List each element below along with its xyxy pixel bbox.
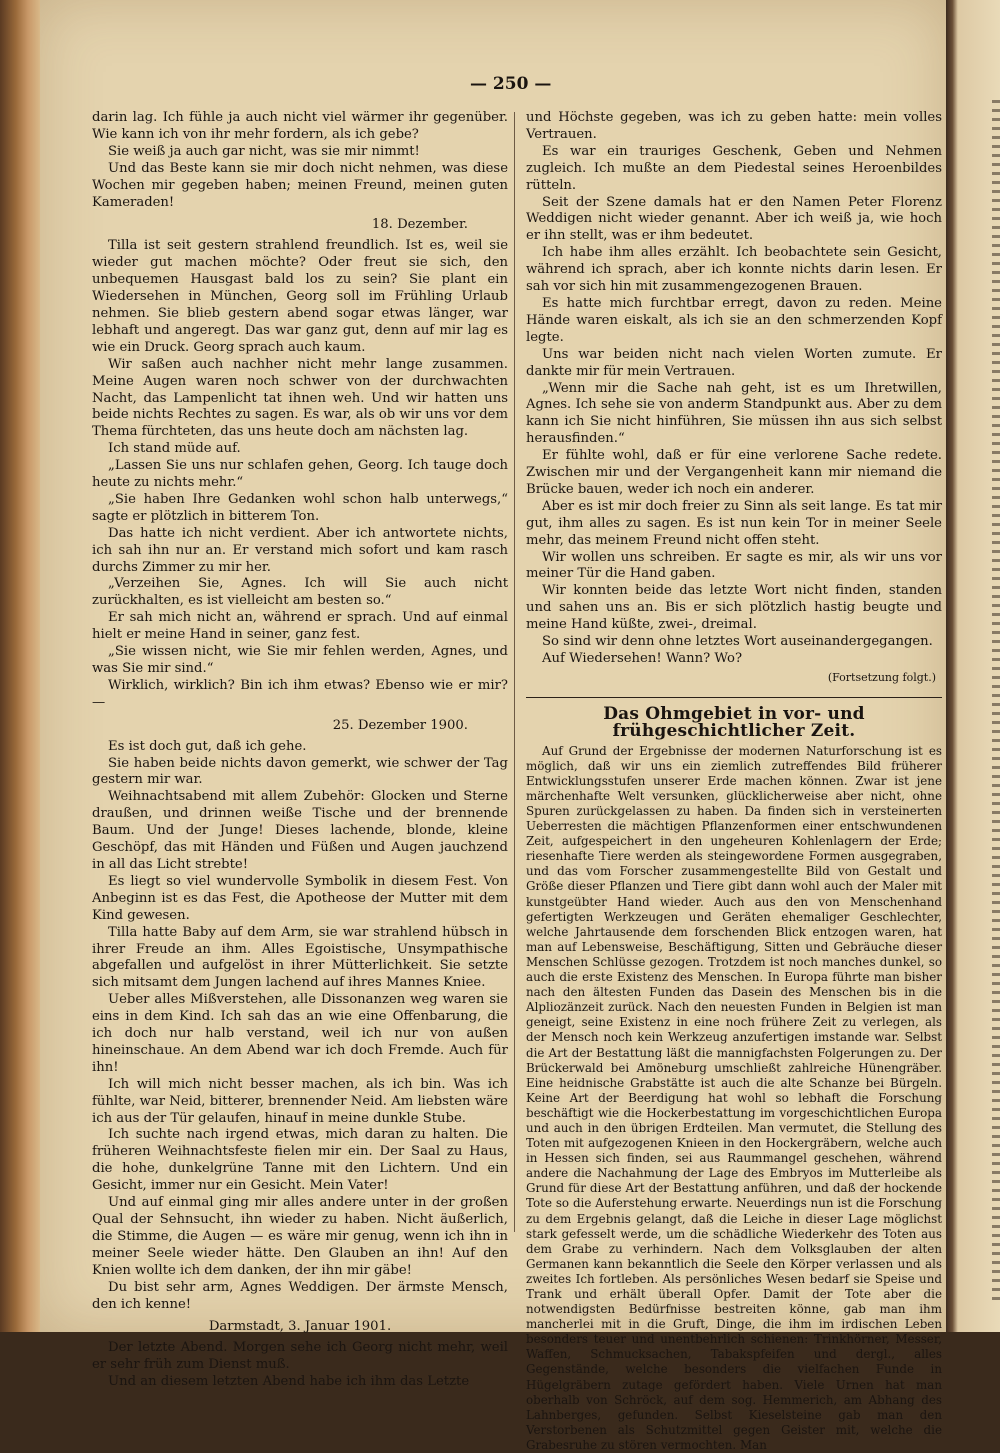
paragraph: Es hatte mich furchtbar erregt, davon zu reden. Meine Hände waren eiskalt, als ich sie an den schmerzenden Kopf legte. — [526, 295, 942, 345]
next-page-text-strip — [992, 100, 1000, 1300]
paragraph: So sind wir denn ohne letztes Wort auseinandergegangen. — [542, 634, 933, 650]
article-body: Auf Grund der Ergebnisse der modernen Naturforschung ist es möglich, daß wir uns ein ziemlich zutreffendes Bild früherer Entwicklungsstufen unserer Erde machen können. Zwar ist jene märchenhafte Welt versunken, glücklicherweise aber nicht, ohne Spuren zurückgelassen zu haben. Da finden sich in versteinerten Ueberresten die mächtigen Pflanzenformen einer entschwundenen Zeit, aufgespeichert in den ungeheuren Kohlenlagern der Erde; riesenhafte Tiere werden als steingewordene Formen ausgegraben, und das vom Forscher zusammengestellte Bild von Gestalt und Größe dieser Pflanzen und Tiere gibt dann wohl auch der Maler mit kunstgeübter Hand wieder. Auch aus den von Menschenhand gefertigten Werkzeugen und Geräten ehemaliger Geschlechter, welche Jahrtausende dem forschenden Blick entzogen waren, hat man auf Lebensweise, Beschäftigung, Sitten und Gebräuche dieser Menschen Schlüsse gezogen. Trotzdem ist noch manches dunkel, so auch die erste Existenz des Menschen. In Europa führte man bisher nach den ältesten Funden das Dasein des Menschen bis in die Alpliozänzeit zurück. Nach den neuesten Funden in Belgien ist man geneigt, seine Existenz in eine noch frühere Zeit zu verlegen, als der Mensch noch kein Werkzeug anzufertigen imstande war. Selbst die Art der Bestattung läßt die mannigfachsten Folgerungen zu. Der Brückerwald bei Amöneburg umschließt zahlreiche Hünengräber. Eine heidnische Grabstätte ist auch die alte Schanze bei Bürgeln. Keine Art der Beerdigung hat wohl so lebhaft die Forschung beschäftigt wie die Hockerbestattung im vorgeschichtlichen Europa und auch in den übrigen Erdteilen. Man vermutet, die Stellung des Toten mit aufgezogenen Knieen in den Hockergräbern, welche auch in Hessen sich finden, sei aus Raummangel geschehen, während andere die Nachahmung der Lage des Embryos im Mutterleibe als Grund für diese Art der Bestattung anführen, und daß der hockende Tote so die Auferstehung erwarte. Neuerdings nun ist die Forschung zu dem Ergebnis gelangt, daß die Leiche in dieser Lage möglichst stark gefesselt werde, um die schädliche Wiederkehr des Toten aus dem Grabe zu verhindern. Nach dem Volksglauben der alten Germanen kann bekanntlich die Seele den Körper verlassen und als zweites Ich fortleben. Als persönliches Wesen bedarf sie Speise und Trank und erhält überall Opfer. Damit der Tote aber die notwendigsten Bedürfnisse bestreiten könne, gab man ihm mancherlei mit in die Gruft, Dinge, die ihm im irdischen Leben besonders teuer und unentbehrlich schienen: Trinkhörner, Messer, Waffen, Schmucksachen, Tabakspfeifen und dergl., alles Gegenstände, welche besonders die vielfachen Funde in Hügelgräbern zutage gefördert haben. Viele Urnen hat man oberhalb von Schröck, auf dem sog. Hemmerich, am Abhang des Lahnberges, gefunden. Selbst Kieselsteine gab man den Verstorbenen als Schutzmittel gegen Geister mit, welche die Grabesruhe zu stören vermochten. Man — [526, 743, 942, 1452]
paragraph: Wir saßen auch nachher nicht mehr lange zusammen. Meine Augen waren noch schwer von der durchwachten Nacht, das Lampenlicht tat ihnen weh. Und wir hatten uns beide nichts Rechtes zu sagen. Es war, als ob wir uns vor dem Thema fürchteten, das uns heute doch am nächsten lag. — [92, 356, 508, 440]
paragraph: Es liegt so viel wundervolle Symbolik in diesem Fest. Von Anbeginn ist es das Fest, die Apotheose der Mutter mit dem Kind gewesen. — [92, 873, 508, 923]
paragraph: Wir konnten beide das letzte Wort nicht finden, standen und sahen uns an. Bis er sich plötzlich hastig beugte und meine Hand küßte, zwei-, dreimal. — [526, 583, 942, 633]
paragraph: Uns war beiden nicht nach vielen Worten zumute. Er dankte mir für mein Vertrauen. — [526, 346, 942, 379]
paragraph: Er sah mich nicht an, während er sprach. Und auf einmal hielt er meine Hand in seiner, ganz fest. — [92, 610, 508, 643]
page-number: — 250 — — [470, 74, 552, 94]
paragraph: Ich will mich nicht besser machen, als ich bin. Was ich fühlte, war Neid, bitterer, brennender Neid. Am liebsten wäre ich aus der Tür gelaufen, hinauf in meine dunkle Stube. — [92, 1076, 508, 1126]
paragraph: „Wenn mir die Sache nah geht, ist es um Ihretwillen, Agnes. Ich sehe sie von anderm Standpunkt aus. Aber zu dem kann ich Sie nicht hinführen, Sie müssen ihn aus sich selbst herausfinden.“ — [526, 380, 942, 447]
paragraph: Ich stand müde auf. — [108, 441, 241, 457]
section-rule — [526, 697, 942, 698]
paragraph: Ueber alles Mißverstehen, alle Dissonanzen weg waren sie eins in dem Kind. Ich sah das an wie eine Offenbarung, die ich doch nur halb verstand, weil ich nur von außen hineinschaue. An dem Abend war ich doch Fremde. Auch für ihn! — [92, 992, 508, 1075]
paragraph: Wir wollen uns schreiben. Er sagte es mir, als wir uns vor meiner Tür die Hand gaben. — [526, 549, 942, 582]
paragraph: Tilla ist seit gestern strahlend freundlich. Ist es, weil sie wieder gut machen möchte? Oder freut sie sich, den unbequemen Hausgast bald los zu sein? Sie plant ein Wiedersehen in München, Georg soll im Frühling Urlaub nehmen. Sie blieb gestern abend sogar etwas länger, war lebhaft und angeregt. Das war ganz gut, denn auf mir lag es wie ein Druck. Georg sprach auch kaum. — [92, 238, 508, 355]
paragraph: Ich habe ihm alles erzählt. Ich beobachtete sein Gesicht, während ich sprach, aber ich konnte nichts darin lesen. Er sah vor sich hin mit zusammengezogenen Brauen. — [526, 245, 942, 295]
paragraph: Wirklich, wirklich? Bin ich ihm etwas? Ebenso wie er mir? — — [92, 677, 508, 710]
paragraph: Sie haben beide nichts davon gemerkt, wie schwer der Tag gestern mir war. — [92, 755, 508, 788]
next-page-edge — [946, 0, 1000, 1332]
paragraph: Und an diesem letzten Abend habe ich ihm das Letzte — [108, 1374, 470, 1390]
paragraph: „Verzeihen Sie, Agnes. Ich will Sie auch nicht zurückhalten, es ist vielleicht am besten so.“ — [92, 576, 508, 609]
paragraph: Es war ein trauriges Geschenk, Geben und Nehmen zugleich. Ich mußte an dem Piedestal seines Heroenbildes rütteln. — [526, 143, 942, 193]
paragraph: „Sie wissen nicht, wie Sie mir fehlen werden, Agnes, und was Sie mir sind.“ — [92, 644, 508, 676]
paragraph: darin lag. Ich fühle ja auch nicht viel wärmer ihr gegenüber. Wie kann ich von ihr mehr fordern, als ich gebe? — [92, 110, 508, 142]
book-binding — [0, 0, 40, 1332]
paragraph: Sie weiß ja auch gar nicht, was sie mir nimmt! — [108, 143, 420, 159]
column-divider — [514, 112, 515, 1232]
paragraph: und Höchste gegeben, was ich zu geben hatte: mein volles Vertrauen. — [526, 110, 942, 142]
continuation-note: (Fortsetzung folgt.) — [827, 670, 936, 684]
paragraph: Tilla hatte Baby auf dem Arm, sie war strahlend hübsch in ihrer Freude an ihm. Alles Egoistische, Unsympathische abgefallen und aufgelöst in ihrer Mütterlichkeit. Sie setzte sich mitsamt dem Jungen lachend auf ihres Mannes Kniee. — [92, 924, 508, 991]
paragraph: Weihnachtsabend mit allem Zubehör: Glocken und Sterne draußen, und drinnen weiße Tische und der brennende Baum. Und der Junge! Dieses lachende, blonde, kleine Geschöpf, das mit Händen und Füßen und Augen jauchzend in all das Licht strebte! — [92, 789, 508, 872]
paragraph: Er fühlte wohl, daß er für eine verlorene Sache redete. Zwischen mir und der Vergangenheit kann mir niemand die Brücke bauen, weder ich noch ein anderer. — [526, 448, 942, 497]
paragraph: Aber es ist mir doch freier zu Sinn als seit lange. Es tat mir gut, ihm alles zu sagen. Es ist nun kein Tor in meiner Seele mehr, das meinem Freund nicht offen steht. — [526, 498, 942, 548]
paragraph: „Lassen Sie uns nur schlafen gehen, Georg. Ich tauge doch heute zu nichts mehr.“ — [92, 458, 508, 491]
paragraph: Und auf einmal ging mir alles andere unter in der großen Qual der Sehnsucht, ihn wieder zu haben. Nicht äußerlich, die Stimme, die Augen — es wäre mir genug, wenn ich ihn in meiner Seele wieder hätte. Den Glauben an ihn! Auf den Knien wollte ich dem danken, der ihn mir gäbe! — [92, 1195, 508, 1278]
diary-date: 18. Dezember. — [371, 217, 468, 233]
diary-date: 25. Dezember 1900. — [332, 717, 468, 733]
paragraph: „Sie haben Ihre Gedanken wohl schon halb unterwegs,“ sagte er plötzlich in bitterem Ton. — [92, 491, 508, 524]
paragraph: Ich suchte nach irgend etwas, mich daran zu halten. Die früheren Weihnachtsfeste fielen mir ein. Der Saal zu Haus, die hohe, dunkelgrüne Tanne mit den Lichtern. Und ein Gesicht, immer nur ein Gesicht. Mein Vater! — [92, 1127, 508, 1194]
paragraph: Du bist sehr arm, Agnes Weddigen. Der ärmste Mensch, den ich kenne! — [92, 1279, 508, 1312]
paragraph: Seit der Szene damals hat er den Namen Peter Florenz Weddigen nicht wieder genannt. Aber ich weiß ja, wie hoch er ihn stellt, was er ihm bedeutet. — [526, 194, 942, 244]
newspaper-page — [40, 0, 946, 1452]
left-column — [92, 110, 508, 1391]
right-column — [526, 110, 942, 1453]
paragraph: Es ist doch gut, daß ich gehe. — [108, 738, 307, 754]
paragraph: Das hatte ich nicht verdient. Aber ich antwortete nichts, ich sah ihn nur an. Er verstand mich sofort und kam rasch durchs Zimmer zu mir her. — [92, 525, 508, 575]
article-headline: Das Ohmgebiet in vor- und frühgeschichtlicher Zeit. — [603, 703, 865, 741]
paragraph: Auf Wiedersehen! Wann? Wo? — [542, 651, 743, 666]
paragraph: Der letzte Abend. Morgen sehe ich Georg nicht mehr, weil er sehr früh zum Dienst muß. — [92, 1340, 508, 1373]
paragraph: Und das Beste kann sie mir doch nicht nehmen, was diese Wochen mir gegeben haben; meinen Freund, meinen guten Kameraden! — [92, 160, 508, 210]
diary-date: Darmstadt, 3. Januar 1901. — [208, 1319, 392, 1335]
